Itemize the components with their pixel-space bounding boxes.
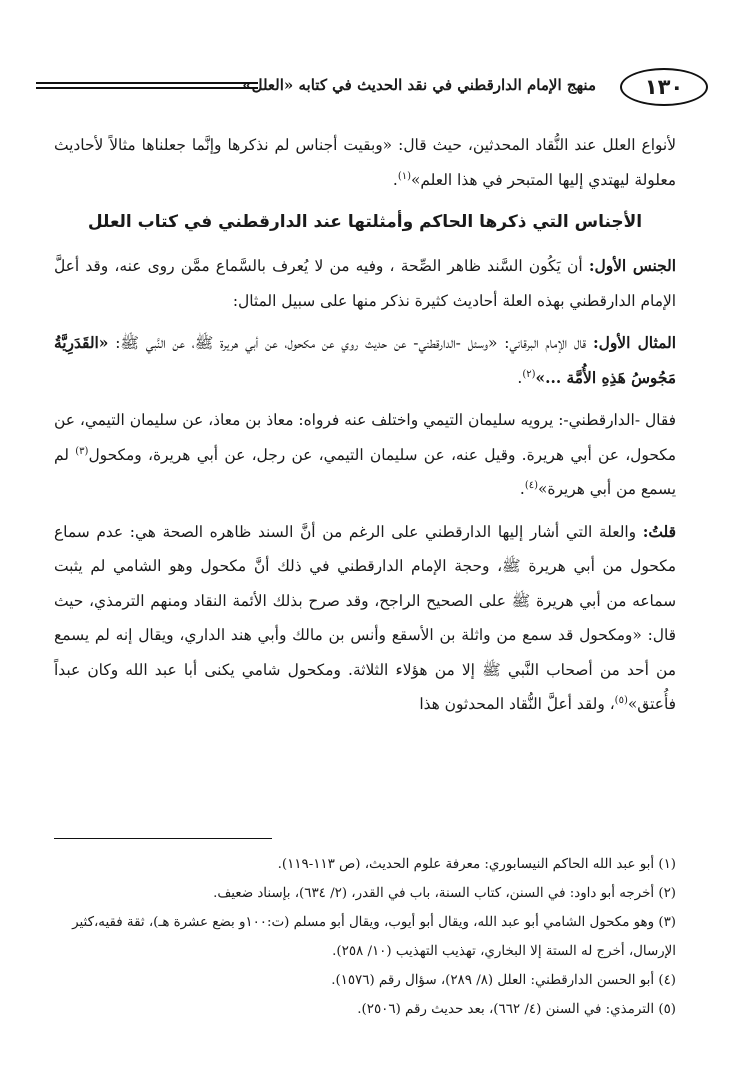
footnote: (١) أبو عبد الله الحاكم النيسابوري: معرفة علوم الحديث، (ص ١١٣-١١٩). (277, 857, 676, 872)
footnotes (54, 850, 676, 1024)
footnote: (٢) أخرجه أبو داود: في السنن، كتاب السنة، باب في القدر، (٢/ ٦٣٤)، بإسناد ضعيف. (213, 886, 676, 901)
section-heading: الأجناس التي ذكرها الحاكم وأمثلتها عند الدارقطني في كتاب العلل (87, 212, 643, 232)
paragraph: الجنس الأول: أن يَكُون السَّند ظاهر الصِّحة ، وفيه من لا يُعرف بالسَّماع ممَّن روى عنه، وقد أعلَّ الإمام الدارقطني بهذه العلة أحاديث كثيرة نذكر منها على سبيل المثال: (54, 257, 677, 310)
footnote-ref: (٤) (524, 479, 538, 491)
footnote: (٤) أبو الحسن الدارقطني: العلل (٨/ ٢٨٩)، سؤال رقم (١٥٧٦). (331, 973, 676, 988)
hadith-quote: «القَدَرِيَّةُ مَجُوسُ هَذِهِ الأُمَّة ...» (54, 334, 676, 387)
page-header (36, 68, 708, 108)
paragraph-lead: قلتُ: (642, 522, 676, 541)
footnote-ref: (٥) (614, 694, 628, 706)
header-rule-bottom (36, 87, 258, 89)
footnote: (٥) الترمذي: في السنن (٤/ ٦٦٢)، بعد حديث رقم (٢٥٠٦). (357, 1002, 676, 1017)
paragraph: قلتُ: والعلة التي أشار إليها الدارقطني على الرغم من أنَّ السند ظاهره الصحة هي: عدم سماع مكحول من أبي هريرة ﷺ، وحجة الإمام الدارقطني في ذلك أنَّ مكحول وهو الشامي لم يثبت سماعه من أبي هريرة ﷺ على الصحيح الراجح، وقد صرح بذلك الأئمة النقاد ومنهم الترمذي، حيث قال: «ومكحول قد سمع من واثلة بن الأسقع وأنس بن مالك وأبي هند الداري، ويقال إنه لم يسمع من أحد من أصحاب النَّبي ﷺ إلا من هؤلاء الثلاثة. ومكحول شامي يكنى أبا عبد الله وكان عبداً فأُعتق»$^{(٥)}$، ولقد أعلَّ النُّقاد المحدثون هذا (54, 522, 676, 713)
footnote-ref: (٣) (75, 445, 89, 457)
footnote-ref: (٢) (522, 368, 536, 380)
paragraph-lead: المثال الأول: (593, 334, 676, 352)
header-rule-top (36, 82, 258, 84)
main-text (54, 128, 676, 730)
page-number: ١٣٠ (620, 68, 708, 106)
paragraph: المثال الأول: قال الإمام البرقاني: «وسئل -الدارقطني- عن حديث روي عن مكحول، عن أبي هريرة ﷺ، عن النَّبي ﷺ: «القَدَرِيَّةُ مَجُوسُ هَذِهِ الأُمَّة ...»$^{(٢)}$. (54, 334, 676, 387)
footnote-ref: (١) (397, 170, 412, 182)
paragraph-lead: الجنس الأول: (588, 257, 677, 275)
paragraph: لأنواع العلل عند النُّقاد المحدثين، حيث قال: «وبقيت أجناس لم نذكرها وإنَّما جعلناها مثالاً لأحاديث معلولة ليهتدي إليها المتبحر في هذا العلم»$^{(١)}$. (54, 136, 676, 189)
paragraph: فقال -الدارقطني-: يرويه سليمان التيمي واختلف عنه فرواه: معاذ بن معاذ، عن سليمان التيمي، عن مكحول، عن أبي هريرة. وقيل عنه، عن سليمان التيمي، عن رجل، عن أبي هريرة، ومكحول$^{(٣)}$ لم يسمع من أبي هريرة»$^{(٤)}$. (54, 411, 676, 498)
running-title: منهج الإمام الدارقطني في نقد الحديث في كتابه «العلل» (242, 76, 596, 94)
footnote-separator (54, 838, 272, 839)
footnote: (٣) وهو مكحول الشامي أبو عبد الله، ويقال أبو أيوب، ويقال أبو مسلم (ت:١٠٠و بضع عشرة هـ)، ثقة فقيه،كثير الإرسال، أخرج له الستة إلا البخاري، تهذيب التهذيب (١٠/ ٢٥٨). (72, 915, 676, 959)
